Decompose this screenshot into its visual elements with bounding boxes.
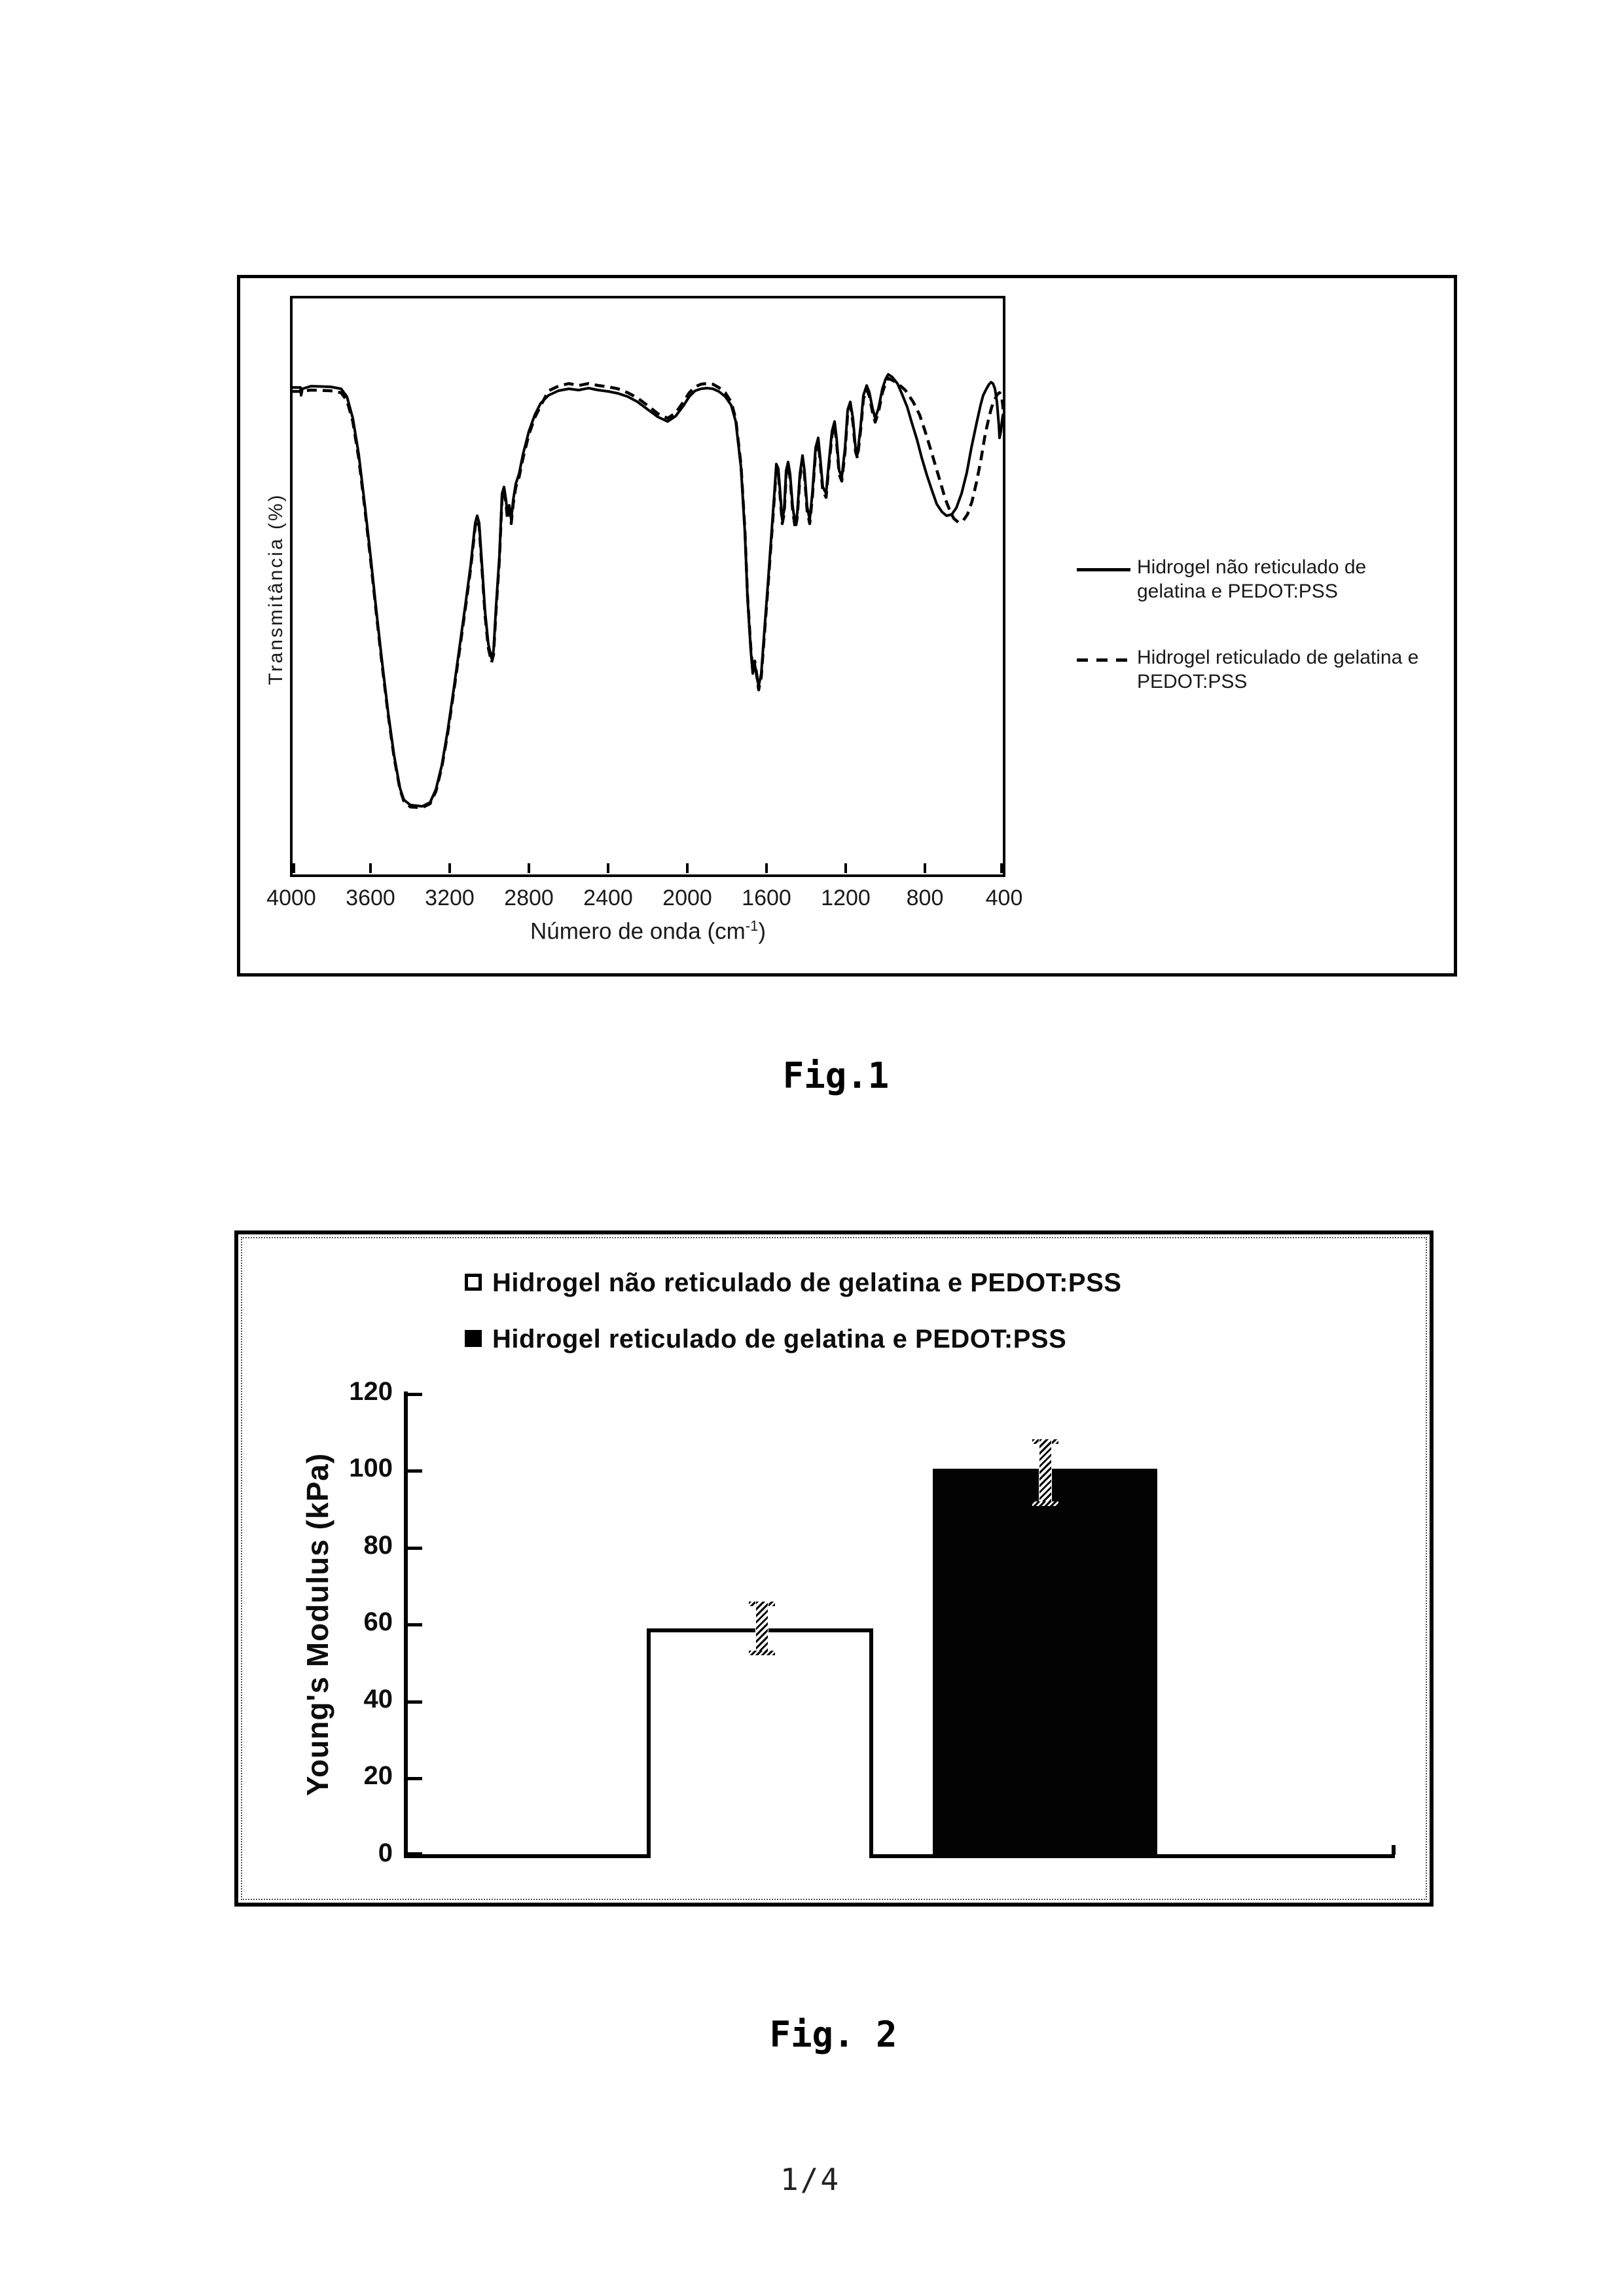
error-bar-cap <box>749 1651 775 1655</box>
fig1-x-axis-label-close: ) <box>758 918 766 944</box>
fig1-x-tick-mark <box>924 863 926 873</box>
fig1-x-tick-label: 1200 <box>821 886 871 910</box>
fig1-spectrum-curves <box>291 297 1004 876</box>
fig2-x-axis-line <box>404 1854 1395 1858</box>
fig1-x-axis-label <box>452 918 844 945</box>
fig1-x-tick-mark <box>844 863 847 873</box>
fig2-y-tick-label: 60 <box>363 1607 393 1636</box>
fig1-x-tick-mark <box>448 863 451 873</box>
fig1-legend-entry-2-line2: PEDOT:PSS <box>1137 671 1248 692</box>
fig1-x-tick-label: 800 <box>906 886 944 910</box>
fig2-legend-entry-1: Hidrogel não reticulado de gelatina e PEDOT:PSS <box>492 1268 1122 1297</box>
fig2-y-tick-mark <box>408 1469 422 1473</box>
fig1-legend-solid-line-sample <box>1077 568 1130 571</box>
fig2-y-tick-label: 120 <box>349 1377 393 1406</box>
error-bar-crosslinked <box>1039 1439 1052 1506</box>
fig2-legend-open-square-marker <box>465 1274 482 1291</box>
fig1-x-tick-label: 3200 <box>425 886 475 910</box>
fig1-x-tick-mark <box>528 863 530 873</box>
fig2-legend-entry-2: Hidrogel reticulado de gelatina e PEDOT:PSS <box>492 1325 1067 1354</box>
fig1-x-tick-label: 3600 <box>346 886 395 910</box>
page-number: 1/4 <box>780 2162 841 2197</box>
fig1-x-tick-mark <box>607 863 609 873</box>
fig2-y-tick-label: 100 <box>349 1454 393 1482</box>
bar-non-crosslinked-hydrogel <box>647 1628 873 1858</box>
fig1-x-axis-label-sup: -1 <box>745 918 759 934</box>
fig2-y-tick-label: 20 <box>363 1761 393 1790</box>
fig2-y-tick-mark <box>408 1393 422 1396</box>
fig2-y-tick-label: 0 <box>378 1839 393 1867</box>
fig1-legend-entry-1-line2: gelatina e PEDOT:PSS <box>1137 581 1338 602</box>
fig1-legend-dashed-line-sample <box>1077 658 1130 662</box>
fig1-x-tick-label: 2800 <box>504 886 554 910</box>
fig2-legend-filled-square-marker <box>465 1330 482 1347</box>
fig1-x-axis-label-text: Número de onda (cm <box>530 918 746 944</box>
fig2-x-axis-end-tick <box>1392 1845 1396 1855</box>
fig2-y-tick-label: 40 <box>363 1685 393 1713</box>
fig1-legend-entry-2 <box>1137 645 1445 694</box>
error-bar-non-crosslinked <box>755 1602 768 1655</box>
fig1-curve-solid <box>291 374 1004 806</box>
fig1-x-tick-mark <box>1000 863 1003 873</box>
fig2-y-tick-mark <box>408 1777 422 1780</box>
fig1-curve-dashed <box>291 378 1004 808</box>
fig2-y-axis-label: Young's Modulus (kPa) <box>300 1452 334 1797</box>
fig1-x-tick-mark <box>686 863 689 873</box>
error-bar-cap <box>1032 1501 1058 1506</box>
fig1-caption: Fig.1 <box>782 1055 890 1096</box>
fig1-x-tick-mark <box>293 863 295 873</box>
fig1-legend-entry-2-line1: Hidrogel reticulado de gelatina e <box>1137 647 1419 668</box>
fig1-x-tick-label: 2000 <box>662 886 712 910</box>
bar-crosslinked-hydrogel <box>933 1469 1157 1858</box>
fig1-x-tick-label: 1600 <box>742 886 791 910</box>
fig2-y-tick-mark <box>408 1623 422 1626</box>
fig1-x-tick-label: 4000 <box>266 886 316 910</box>
fig1-x-tick-mark <box>369 863 372 873</box>
fig2-caption: Fig. 2 <box>769 2014 897 2055</box>
fig2-y-tick-mark <box>408 1547 422 1550</box>
fig1-x-tick-label: 400 <box>985 886 1023 910</box>
fig2-y-tick-mark <box>408 1700 422 1704</box>
fig1-y-axis-label: Transmitância (%) <box>265 493 287 685</box>
fig1-x-tick-mark <box>765 863 768 873</box>
fig1-legend-entry-1-line1: Hidrogel não reticulado de <box>1137 556 1367 578</box>
fig1-x-tick-label: 2400 <box>583 886 633 910</box>
fig2-y-tick-label: 80 <box>363 1531 393 1560</box>
fig1-legend-entry-1 <box>1137 555 1445 603</box>
fig2-y-tick-mark <box>408 1852 422 1856</box>
